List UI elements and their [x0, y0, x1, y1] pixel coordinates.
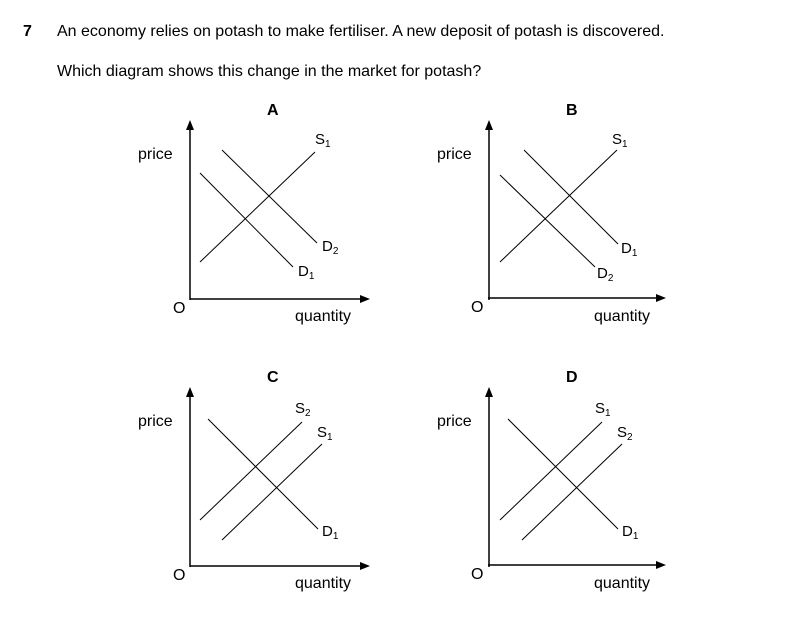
curve-label: $D_1$ [298, 263, 315, 282]
quantity-label: quantity [594, 308, 651, 325]
curve-label: $S_1$ [317, 424, 333, 443]
curve-label: $S_2$ [617, 424, 633, 443]
origin-label: O [173, 567, 186, 584]
supply-curve-s1 [500, 422, 602, 520]
y-axis-arrow [186, 387, 194, 397]
question-prompt: Which diagram shows this change in the market for potash? [57, 63, 482, 80]
supply-curve-s2 [200, 422, 302, 520]
price-label: price [138, 146, 173, 163]
curve-label: $S_1$ [595, 400, 611, 419]
price-label: price [437, 413, 472, 430]
demand-curve-d1 [200, 173, 293, 267]
origin-label: O [471, 566, 484, 583]
demand-curve-d1 [208, 419, 318, 529]
option-letter: D [566, 369, 578, 386]
curve-label: $D_2$ [322, 238, 339, 257]
diagram-a-graph [130, 95, 430, 335]
supply-curve-s1 [500, 150, 617, 262]
x-axis-arrow [656, 561, 666, 569]
curve-label: $S_1$ [612, 131, 628, 150]
curve-label: $D_1$ [621, 240, 638, 259]
quantity-label: quantity [295, 575, 352, 592]
y-axis-arrow [485, 387, 493, 397]
x-axis-arrow [360, 562, 370, 570]
origin-label: O [173, 300, 186, 317]
quantity-label: quantity [295, 308, 352, 325]
curve-label: $D_1$ [322, 523, 339, 542]
price-label: price [138, 413, 173, 430]
demand-curve-d1 [524, 150, 618, 244]
question-number: 7 [23, 23, 32, 40]
demand-curve-d1 [508, 419, 618, 529]
diagram-option-a[interactable] [130, 95, 430, 335]
y-axis-arrow [485, 120, 493, 130]
supply-curve-s2 [522, 444, 622, 540]
diagram-option-b[interactable] [430, 95, 730, 335]
x-axis-arrow [360, 295, 370, 303]
x-axis-arrow [656, 294, 666, 302]
quantity-label: quantity [594, 575, 651, 592]
curve-label: $D_1$ [622, 523, 639, 542]
option-letter: B [566, 102, 578, 119]
diagram-option-c[interactable] [130, 362, 430, 602]
supply-curve-s1 [200, 152, 315, 262]
demand-curve-d2 [500, 175, 595, 267]
curve-label: $D_2$ [597, 265, 614, 284]
question-stem: An economy relies on potash to make fertiliser. A new deposit of potash is discovered. [57, 23, 665, 40]
curve-label: $S_1$ [315, 131, 331, 150]
diagram-option-d[interactable] [430, 362, 730, 602]
diagram-c-graph [130, 362, 430, 602]
option-letter: A [267, 102, 279, 119]
supply-curve-s1 [222, 444, 322, 540]
option-letter: C [267, 369, 279, 386]
y-axis-arrow [186, 120, 194, 130]
price-label: price [437, 146, 472, 163]
origin-label: O [471, 299, 484, 316]
curve-label: $S_2$ [295, 400, 311, 419]
